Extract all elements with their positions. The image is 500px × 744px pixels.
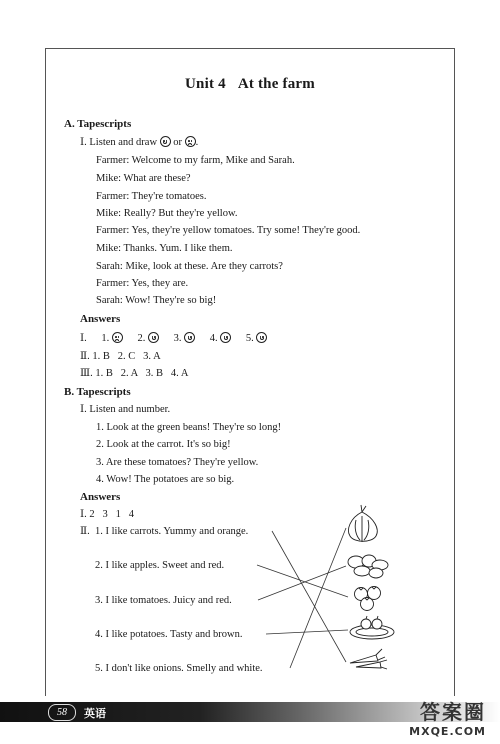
dialogue-line: Sarah: Mike, look at these. Are they carrots?: [96, 261, 283, 272]
page-number: 58: [48, 704, 76, 721]
apples-on-plate-picture: [350, 616, 394, 639]
dialogue-line: Mike: Thanks. Yum. I like them.: [96, 243, 233, 254]
section-a-heading: A. Tapescripts: [64, 118, 132, 130]
answers-a-heading: Answers: [80, 313, 121, 325]
potatoes-picture: [348, 555, 388, 578]
dialogue-line: Sarah: Wow! They're so big!: [96, 295, 217, 306]
matching-sentence: 4. I like potatoes. Tasty and brown.: [95, 629, 243, 640]
listening-line: 1. Look at the green beans! They're so long!: [96, 422, 282, 433]
tomatoes-picture: [355, 587, 381, 611]
matching-line: [258, 566, 346, 600]
instruction-text: Ⅰ. Listen and draw: [80, 137, 158, 148]
onion-picture: [349, 505, 378, 542]
matching-sentence: 2. I like apples. Sweet and red.: [95, 560, 225, 571]
answer-number: 4.: [209, 333, 218, 344]
dialogue-line: Mike: Really? But they're yellow.: [96, 208, 238, 219]
row-prefix: Ⅰ.: [80, 333, 87, 344]
watermark-logo: [409, 696, 486, 738]
listening-line: 4. Wow! The potatoes are so big.: [96, 474, 235, 485]
section-b-part1-instruction: Ⅰ. Listen and number.: [80, 404, 171, 415]
matching-line: [272, 531, 346, 662]
listening-line: 3. Are these tomatoes? They're yellow.: [96, 457, 259, 468]
dialogue-line: Farmer: They're tomatoes.: [96, 191, 207, 202]
answer-number: 3.: [173, 333, 182, 344]
dialogue-line: Mike: What are these?: [96, 173, 191, 184]
carrots-picture: [350, 649, 387, 669]
answers-a-row2: Ⅱ. 1. B 2. C 3. A: [80, 351, 161, 362]
matching-line: [257, 565, 348, 597]
matching-sentence: 3. I like tomatoes. Juicy and red.: [95, 595, 232, 606]
answer-number: 2.: [137, 333, 146, 344]
listening-line: 2. Look at the carrot. It's so big!: [96, 439, 231, 450]
answers-a-row3: Ⅲ. 1. B 2. A 3. B 4. A: [80, 368, 189, 379]
dialogue-line: Farmer: Yes, they are.: [96, 278, 189, 289]
unit-number: Unit 4: [185, 76, 226, 92]
answers-b-heading: Answers: [80, 491, 121, 503]
matching-sentence: 5. I don't like onions. Smelly and white.: [95, 663, 263, 674]
matching-sentence: 1. I like carrots. Yummy and orange.: [95, 526, 249, 537]
watermark-line1: 答案圈: [420, 700, 486, 724]
watermark-line2: MXQE.COM: [409, 725, 486, 738]
answer-number: 1.: [101, 333, 110, 344]
answers-b-row1: Ⅰ. 2 3 1 4: [80, 509, 135, 520]
or-text: or: [173, 137, 183, 148]
dialogue-line: Farmer: Welcome to my farm, Mike and Sarah.: [96, 155, 295, 166]
matching-line: [266, 630, 348, 634]
subject-label: 英语: [84, 707, 106, 720]
matching-prefix: Ⅱ.: [80, 526, 90, 537]
section-a-part1-instruction: Ⅰ. Listen and draw or .: [80, 137, 199, 148]
unit-name: At the farm: [237, 76, 315, 92]
section-b-heading: B. Tapescripts: [64, 386, 131, 398]
dialogue-line: Farmer: Yes, they're yellow tomatoes. Try some! They're good.: [96, 225, 361, 236]
answer-number: 5.: [245, 333, 254, 344]
